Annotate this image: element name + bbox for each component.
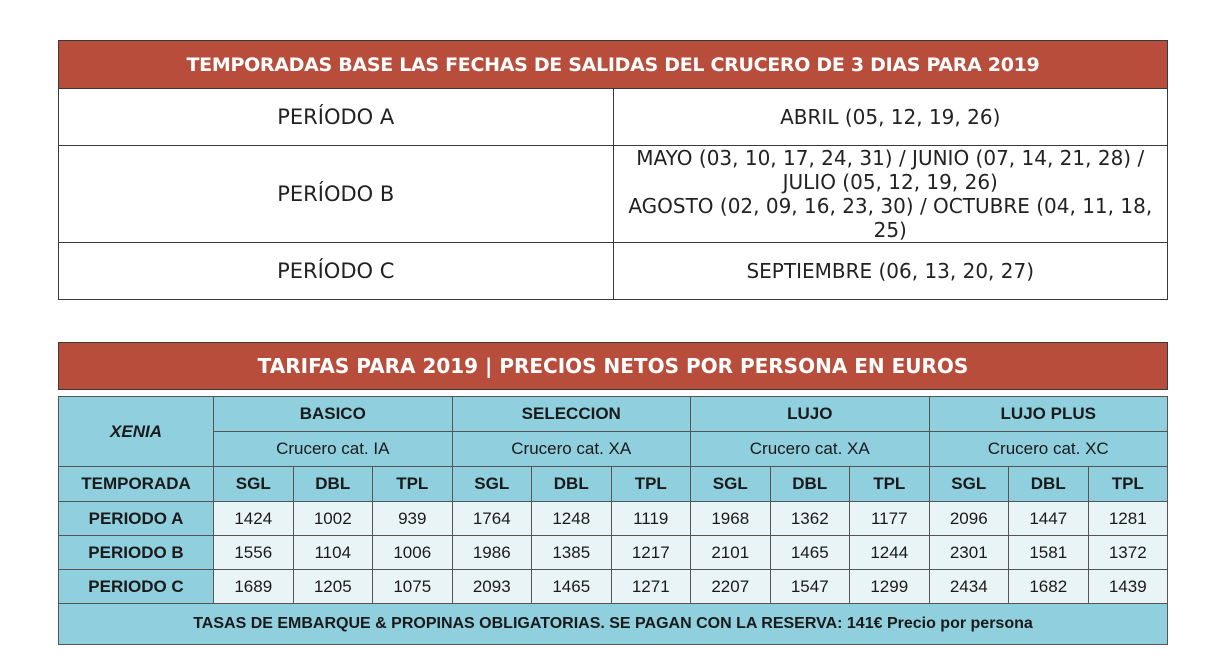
- period-label: PERIODO C: [59, 570, 214, 604]
- rates-table-title: TARIFAS PARA 2019 | PRECIOS NETOS POR PERSONA EN EUROS: [58, 342, 1168, 390]
- table-row: [59, 89, 1168, 146]
- ship-name: XENIA: [59, 397, 214, 467]
- dates-line: SEPTIEMBRE (06, 13, 20, 27): [746, 259, 1035, 283]
- footer-note: TASAS DE EMBARQUE & PROPINAS OBLIGATORIAS. SE PAGAN CON LA RESERVA: 141€ Precio por persona: [59, 604, 1168, 645]
- period-dates: [613, 243, 1168, 300]
- price-cell: 2093: [452, 570, 532, 604]
- period-label: PERÍODO B: [59, 146, 614, 243]
- price-cell: 1217: [611, 536, 691, 570]
- dates-line: ABRIL (05, 12, 19, 26): [780, 105, 1001, 129]
- price-cell: 1547: [770, 570, 850, 604]
- price-cell: 1006: [373, 536, 453, 570]
- category-header: LUJO PLUS: [929, 397, 1168, 432]
- rates-table: [58, 396, 1168, 645]
- price-cell: 1104: [293, 536, 373, 570]
- category-header: SELECCION: [452, 397, 691, 432]
- cabin-category: Crucero cat. IA: [214, 432, 453, 467]
- price-cell: 1075: [373, 570, 453, 604]
- price-cell: 1244: [850, 536, 930, 570]
- season-column-header: TEMPORADA: [59, 467, 214, 502]
- price-cell: 1465: [770, 536, 850, 570]
- category-header: BASICO: [214, 397, 453, 432]
- category-header: LUJO: [691, 397, 930, 432]
- price-cell: 1968: [691, 502, 771, 536]
- table-row: [59, 146, 1168, 243]
- occupancy-header: SGL: [452, 467, 532, 502]
- price-cell: 2207: [691, 570, 771, 604]
- price-cell: 2101: [691, 536, 771, 570]
- price-cell: 1385: [532, 536, 612, 570]
- period-label: PERIODO B: [59, 536, 214, 570]
- table-row: [59, 536, 1168, 570]
- price-cell: 939: [373, 502, 453, 536]
- period-label: PERIODO A: [59, 502, 214, 536]
- dates-line: MAYO (03, 10, 17, 24, 31) / JUNIO (07, 14, 21, 28) / JULIO (05, 12, 19, 26): [636, 146, 1145, 194]
- dates-line: AGOSTO (02, 09, 16, 23, 30) / OCTUBRE (04, 11, 18, 25): [628, 194, 1153, 242]
- price-cell: 1372: [1088, 536, 1168, 570]
- table-row: [59, 502, 1168, 536]
- period-dates: [613, 146, 1168, 243]
- period-dates: [613, 89, 1168, 146]
- occupancy-header: DBL: [1009, 467, 1089, 502]
- occupancy-header: TPL: [850, 467, 930, 502]
- price-cell: 1424: [214, 502, 294, 536]
- price-cell: 1119: [611, 502, 691, 536]
- occupancy-header: SGL: [929, 467, 1009, 502]
- period-label: PERÍODO C: [59, 243, 614, 300]
- price-cell: 1002: [293, 502, 373, 536]
- price-cell: 1689: [214, 570, 294, 604]
- price-cell: 2301: [929, 536, 1009, 570]
- price-cell: 1465: [532, 570, 612, 604]
- occupancy-header: DBL: [532, 467, 612, 502]
- period-label: PERÍODO A: [59, 89, 614, 146]
- occupancy-header: SGL: [691, 467, 771, 502]
- price-cell: 1439: [1088, 570, 1168, 604]
- price-cell: 1764: [452, 502, 532, 536]
- occupancy-header: DBL: [293, 467, 373, 502]
- price-cell: 1177: [850, 502, 930, 536]
- occupancy-header: TPL: [611, 467, 691, 502]
- occupancy-header: DBL: [770, 467, 850, 502]
- price-cell: 1248: [532, 502, 612, 536]
- occupancy-header: SGL: [214, 467, 294, 502]
- price-cell: 1447: [1009, 502, 1089, 536]
- table-row: [59, 570, 1168, 604]
- price-cell: 2434: [929, 570, 1009, 604]
- cabin-category: Crucero cat. XA: [691, 432, 930, 467]
- cabin-category: Crucero cat. XC: [929, 432, 1168, 467]
- price-cell: 1299: [850, 570, 930, 604]
- price-cell: 1682: [1009, 570, 1089, 604]
- occupancy-header: TPL: [373, 467, 453, 502]
- price-cell: 1986: [452, 536, 532, 570]
- price-cell: 1205: [293, 570, 373, 604]
- seasons-table: [58, 40, 1168, 300]
- cabin-category: Crucero cat. XA: [452, 432, 691, 467]
- price-cell: 1556: [214, 536, 294, 570]
- price-cell: 1362: [770, 502, 850, 536]
- price-cell: 2096: [929, 502, 1009, 536]
- price-cell: 1271: [611, 570, 691, 604]
- table-row: [59, 243, 1168, 300]
- price-cell: 1281: [1088, 502, 1168, 536]
- seasons-table-title: TEMPORADAS BASE LAS FECHAS DE SALIDAS DEL CRUCERO DE 3 DIAS PARA 2019: [59, 41, 1168, 89]
- price-cell: 1581: [1009, 536, 1089, 570]
- occupancy-header: TPL: [1088, 467, 1168, 502]
